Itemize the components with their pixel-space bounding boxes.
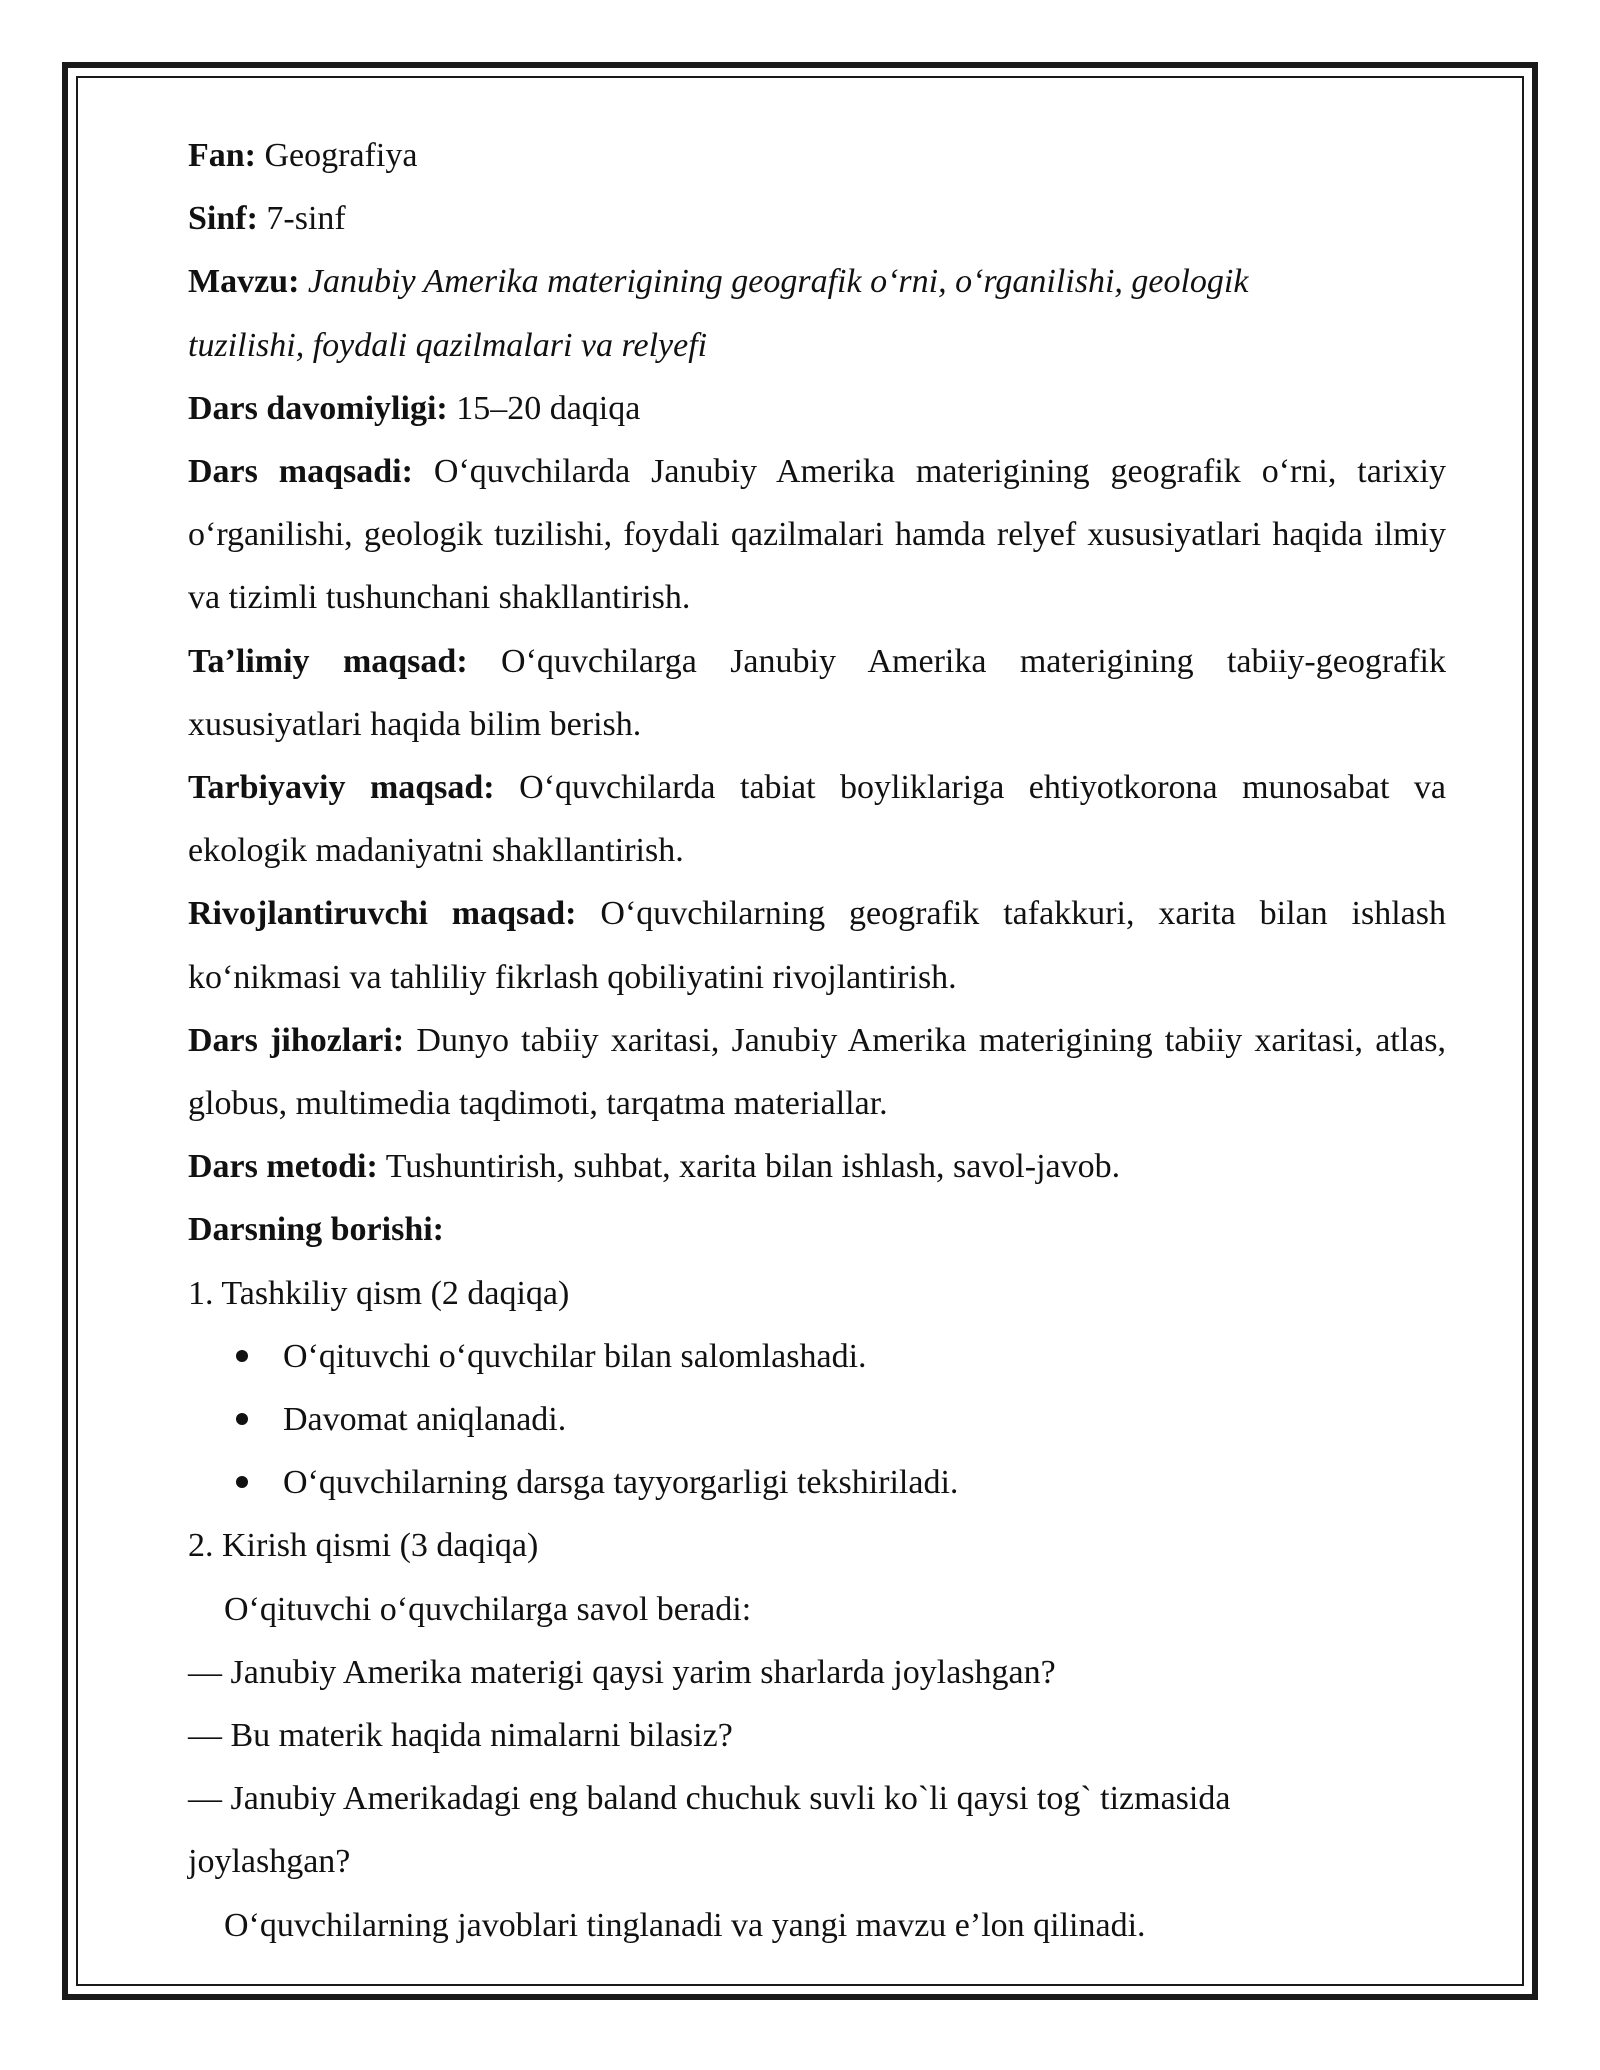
lesson-goal	[188, 440, 1446, 630]
educational-goal-label: Ta’limiy maqsad:	[188, 642, 468, 680]
grade-value: 7-sinf	[266, 200, 346, 238]
upbringing-goal	[188, 756, 1446, 882]
duration-line	[188, 377, 1446, 440]
developmental-goal-label: Rivojlantiruvchi maqsad:	[188, 895, 577, 933]
grade-label: Sinf:	[188, 200, 258, 238]
stage1-title: 1. Tashkiliy qism (2 daqiqa)	[188, 1274, 570, 1312]
lesson-equipment	[188, 1009, 1446, 1135]
list-item	[188, 1451, 1446, 1514]
question-2: — Bu materik haqida nimalarni bilasiz?	[188, 1717, 733, 1755]
bullet-icon	[236, 1413, 248, 1425]
lesson-goal-label: Dars maqsadi:	[188, 453, 413, 491]
list-item	[188, 1325, 1446, 1388]
educational-goal	[188, 630, 1446, 756]
lesson-equipment-label: Dars jihozlari:	[188, 1021, 405, 1059]
list-item-text: Davomat aniqlanadi.	[283, 1401, 567, 1439]
subject-value: Geografiya	[264, 137, 418, 174]
upbringing-goal-text: Oʻquvchilarda tabiat boyliklariga ehtiyotkorona munosabat va ekologik madaniyatni shakllantirish.	[188, 769, 1446, 870]
topic-line	[188, 250, 1446, 313]
grade-line	[188, 187, 1446, 250]
lesson-equipment-text: Dunyo tabiiy xaritasi, Janubiy Amerika materigining tabiiy xaritasi, atlas, globus, multimedia taqdimoti, tarqatma materiallar.	[188, 1021, 1447, 1123]
lesson-progress-heading: Darsning borishi:	[188, 1211, 444, 1249]
lesson-goal-text: Oʻquvchilarda Janubiy Amerika materigining geografik oʻrni, tarixiy oʻrganilishi, geologik tuzilishi, foydali qazilmalari hamda relyef xususiyatlari haqida ilmiy va tizimli tushunchani shakllantirish.	[188, 453, 1447, 617]
bullet-icon	[236, 1350, 248, 1362]
method-label: Dars metodi:	[188, 1148, 378, 1186]
question-1: — Janubiy Amerika materigi qaysi yarim sharlarda joylashgan?	[188, 1653, 1056, 1691]
topic-value-line1: Janubiy Amerika materigining geografik oʻrni, oʻrganilishi, geologik	[307, 263, 1249, 301]
lesson-plan	[188, 124, 1446, 1957]
topic-value-line2: tuzilishi, foydali qazilmalari va relyefi	[188, 326, 708, 364]
method-value: Tushuntirish, suhbat, xarita bilan ishlash, savol-javob.	[385, 1148, 1121, 1186]
duration-value: 15–20 daqiqa	[456, 389, 641, 427]
stage2-title: 2. Kirish qismi (3 daqiqa)	[188, 1527, 539, 1565]
duration-label: Dars davomiyligi:	[188, 389, 448, 427]
subject-line	[188, 124, 1446, 187]
stage2-intro: Oʻqituvchi oʻquvchilarga savol beradi:	[224, 1590, 752, 1628]
method-line	[188, 1135, 1446, 1198]
educational-goal-text: Oʻquvchilarga Janubiy Amerika materigining tabiiy-geografik xususiyatlari haqida bilim berish.	[188, 642, 1447, 743]
list-item	[188, 1388, 1446, 1451]
stage2-closing: Oʻquvchilarning javoblari tinglanadi va yangi mavzu e’lon qilinadi.	[224, 1906, 1146, 1944]
developmental-goal	[188, 882, 1446, 1008]
topic-label: Mavzu:	[188, 263, 300, 301]
list-item-text: Oʻquvchilarning darsga tayyorgarligi tekshiriladi.	[283, 1464, 959, 1502]
question-3-line2: joylashgan?	[188, 1843, 351, 1881]
upbringing-goal-label: Tarbiyaviy maqsad:	[188, 769, 495, 807]
list-item-text: Oʻqituvchi oʻquvchilar bilan salomlashadi.	[283, 1337, 867, 1375]
bullet-icon	[236, 1476, 248, 1488]
subject-label: Fan:	[188, 137, 256, 174]
developmental-goal-text: Oʻquvchilarning geografik tafakkuri, xarita bilan ishlash koʻnikmasi va tahliliy fikrlash qobiliyatini rivojlantirish.	[188, 895, 1447, 996]
stage1-bullet-list	[188, 1325, 1446, 1515]
question-3-line1: — Janubiy Amerikadagi eng baland chuchuk suvli ko`li qaysi tog` tizmasida	[188, 1780, 1231, 1818]
